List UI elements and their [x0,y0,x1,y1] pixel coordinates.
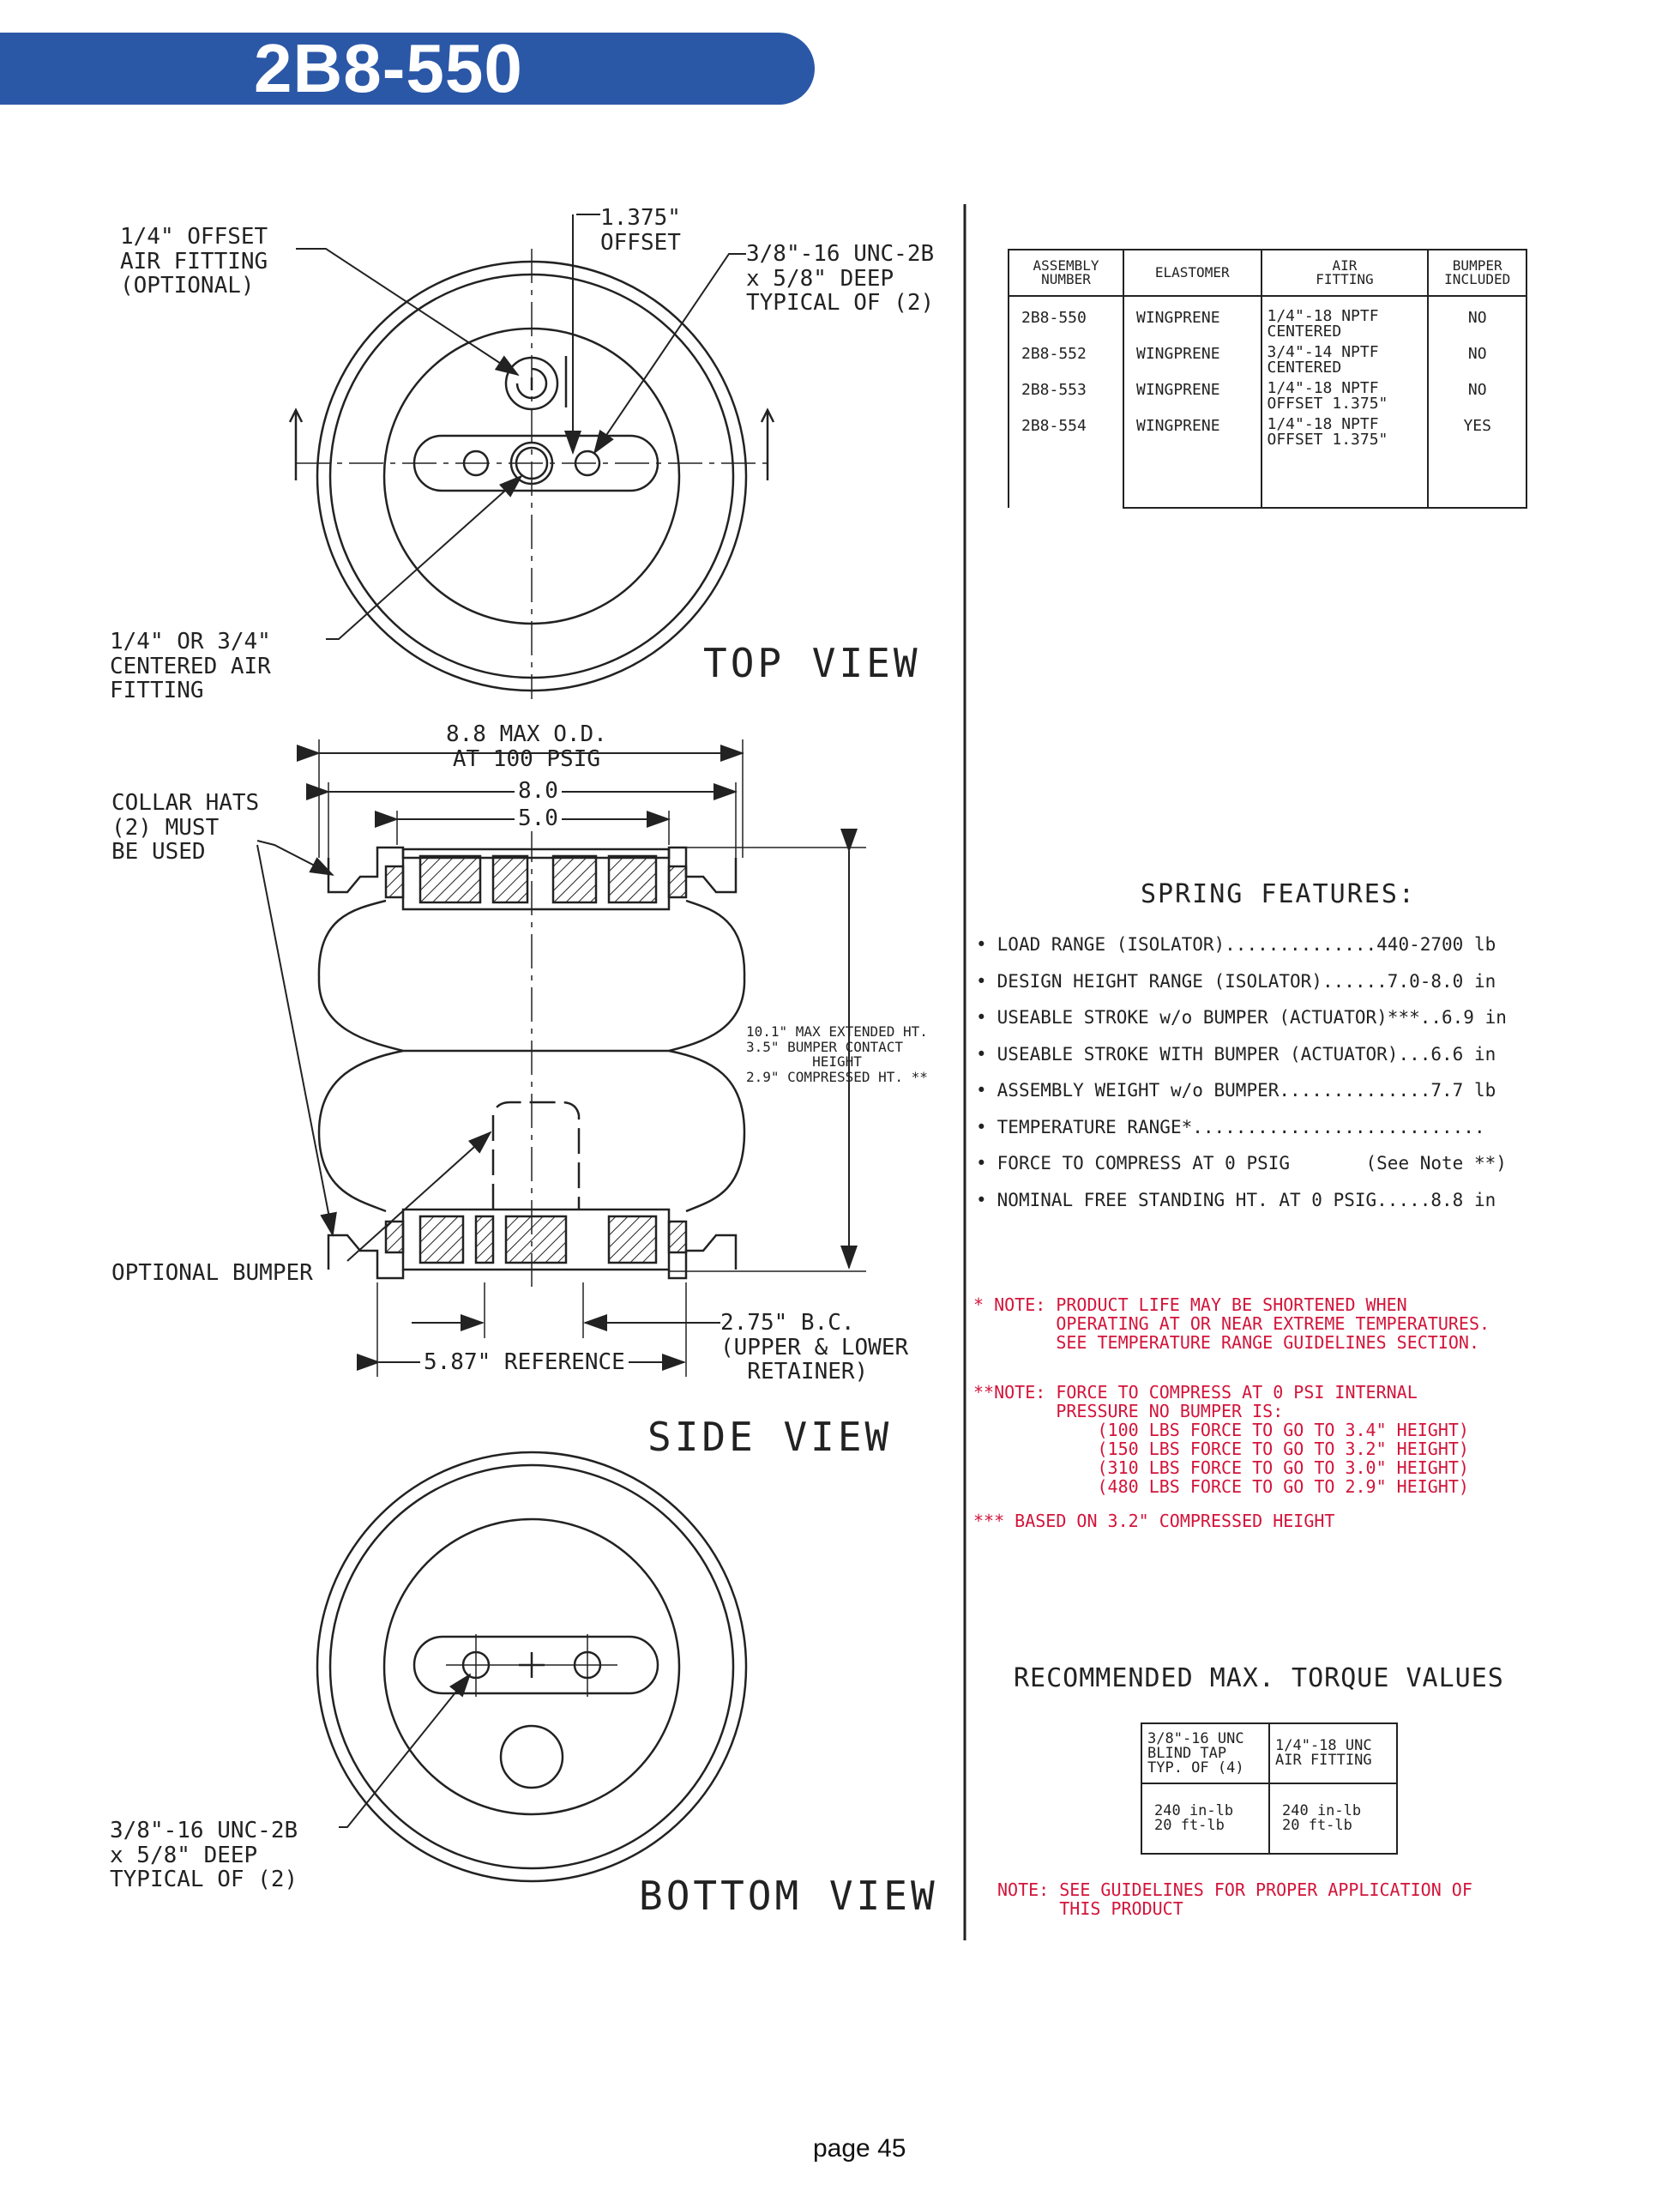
air-fitting-cell [1262,296,1429,508]
page-title: 2B8-550 [254,30,523,106]
list-item: • TEMPERATURE RANGE*........................... [976,1109,1645,1146]
list-item: • USEABLE STROKE w/o BUMPER (ACTUATOR)***..6.9 in [976,999,1645,1036]
table-header-row [1141,1723,1397,1783]
table-row [1009,296,1526,508]
side-view-title: SIDE VIEW [647,1414,893,1460]
callout-centered-fitting: 1/4" OR 3/4" CENTERED AIR FITTING [110,629,271,704]
bottom-view-title: BOTTOM VIEW [639,1873,938,1919]
column-header: 1/4"-18 UNC AIR FITTING [1269,1723,1397,1783]
top-view-title: TOP VIEW [703,640,921,686]
table-cell: NO [1467,381,1487,399]
table-cell: 1/4"-18 NPTF OFFSET 1.375" [1267,379,1388,413]
torque-title: RECOMMENDED MAX. TORQUE VALUES [1014,1663,1504,1693]
table-header-row [1009,250,1526,296]
table-cell: YES [1463,417,1491,435]
table-cell: WINGPRENE [1136,309,1220,327]
dim-8: 8.0 [515,779,562,804]
table-cell: 240 in-lb 20 ft-lb [1269,1783,1397,1854]
table-row [1141,1783,1397,1854]
column-header: ASSEMBLY NUMBER [1009,250,1123,296]
table-cell: NO [1467,309,1487,327]
dim-max-od: 8.8 MAX O.D. AT 100 PSIG [446,721,607,772]
table-cell: 2B8-550 [1021,309,1087,327]
list-item: • USEABLE STROKE WITH BUMPER (ACTUATOR)...6.6 in [976,1036,1645,1073]
spring-features-title: SPRING FEATURES: [1141,879,1416,909]
table-cell: 2B8-553 [1021,381,1087,399]
list-item: • FORCE TO COMPRESS AT 0 PSIG (See Note **) [976,1145,1645,1182]
table-cell: 240 in-lb 20 ft-lb [1141,1783,1269,1854]
column-header: AIR FITTING [1262,250,1429,296]
torque-table [1141,1722,1398,1855]
table-cell: 1/4"-18 NPTF OFFSET 1.375" [1267,415,1388,449]
table-cell: WINGPRENE [1136,417,1220,435]
note-guidelines: NOTE: SEE GUIDELINES FOR PROPER APPLICATION OF THIS PRODUCT [997,1879,1472,1919]
table-cell: WINGPRENE [1136,345,1220,363]
table-cell: WINGPRENE [1136,381,1220,399]
note-force-to-compress: **NOTE: FORCE TO COMPRESS AT 0 PSI INTERNAL PRESSURE NO BUMPER IS: (100 LBS FORCE TO GO TO 3.4" HEIGHT) (150 LBS FORCE TO GO TO 3.2" HEIGHT) (310 LBS FORCE TO GO TO 3.0" HEIGHT) (480 LBS FORCE TO GO TO 2.9" HEIGHT) [973,1382,1469,1497]
table-cell: 2B8-552 [1021,345,1087,363]
callout-thread-top: 3/8"-16 UNC-2B x 5/8" DEEP TYPICAL OF (2) [746,241,935,317]
table-cell: 1/4"-18 NPTF CENTERED [1267,307,1379,341]
list-item: • DESIGN HEIGHT RANGE (ISOLATOR)......7.0-8.0 in [976,963,1645,1000]
dim-reference: 5.87" REFERENCE [420,1350,629,1375]
assembly-table [1008,249,1527,509]
list-item: • NOMINAL FREE STANDING HT. AT 0 PSIG.....8.8 in [976,1182,1645,1219]
bumper-cell [1428,296,1526,508]
note-temperature: * NOTE: PRODUCT LIFE MAY BE SHORTENED WHEN OPERATING AT OR NEAR EXTREME TEMPERATURES. SEE TEMPERATURE RANGE GUIDELINES SECTION. [973,1294,1490,1353]
column-header: 3/8"-16 UNC BLIND TAP TYP. OF (4) [1141,1723,1269,1783]
callout-thread-bottom: 3/8"-16 UNC-2B x 5/8" DEEP TYPICAL OF (2) [110,1818,298,1893]
spring-features-list [976,926,1645,1218]
page-number: page 45 [813,2134,906,2163]
list-item: • LOAD RANGE (ISOLATOR)..............440-2700 lb [976,926,1645,963]
assembly-numbers-cell [1009,296,1123,508]
callout-collar-hats: COLLAR HATS (2) MUST BE USED [111,790,260,866]
note-compressed-height: *** BASED ON 3.2" COMPRESSED HEIGHT [973,1511,1335,1531]
table-cell: NO [1467,345,1487,363]
top-view-drawing [290,214,774,699]
dim-bolt-circle: 2.75" B.C. (UPPER & LOWER RETAINER) [720,1310,909,1385]
elastomer-cell [1123,296,1262,508]
callout-offset-dimension: 1.375" OFFSET [600,205,681,256]
height-dimensions: 10.1" MAX EXTENDED HT. 3.5" BUMPER CONTACT HEIGHT 2.9" COMPRESSED HT. ** [746,1023,928,1085]
table-cell: 2B8-554 [1021,417,1087,435]
callout-offset-air-fitting: 1/4" OFFSET AIR FITTING (OPTIONAL) [120,224,268,299]
callout-optional-bumper: OPTIONAL BUMPER [111,1260,313,1286]
dim-5: 5.0 [515,806,562,831]
bottom-view-drawing [317,1452,746,1881]
column-header: BUMPER INCLUDED [1428,250,1526,296]
column-header: ELASTOMER [1123,250,1262,296]
table-cell: 3/4"-14 NPTF CENTERED [1267,343,1379,377]
list-item: • ASSEMBLY WEIGHT w/o BUMPER..............7.7 lb [976,1072,1645,1109]
